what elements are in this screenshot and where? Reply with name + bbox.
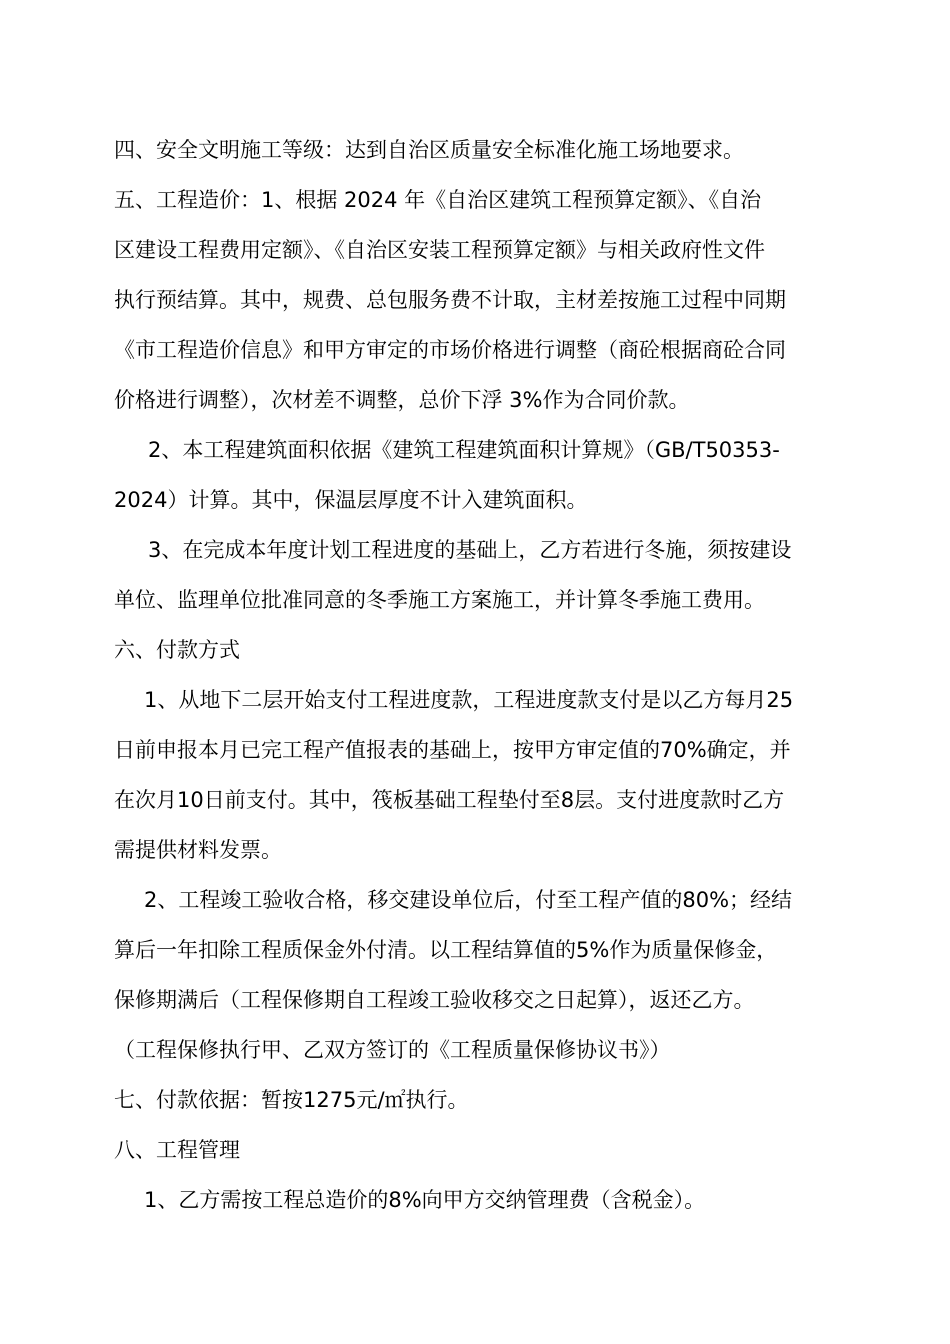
line-cost-3b: 单位、监理单位批准同意的冬季施工方案施工，并计算冬季施工费用。	[114, 588, 765, 612]
line-payment-2d: （工程保修执行甲、乙双方签订的《工程质量保修协议书》）	[114, 1038, 671, 1062]
line-payment-1c: 在次月10日前支付。其中，筏板基础工程垫付至8层。支付进度款时乙方	[114, 788, 785, 812]
line-payment-1d: 需提供材料发票。	[114, 838, 282, 862]
line-payment-2b: 算后一年扣除工程质保金外付清。以工程结算值的5%作为质量保修金，	[114, 938, 778, 962]
line-payment-2c: 保修期满后（工程保修期自工程竣工验收移交之日起算），返还乙方。	[114, 988, 755, 1012]
line-cost-1b: 区建设工程费用定额》、《自治区安装工程预算定额》与相关政府性文件	[114, 238, 765, 262]
line-payment-2a: 2、工程竣工验收合格，移交建设单位后，付至工程产值的80%；经结	[144, 888, 793, 912]
line-payment-basis: 七、付款依据：暂按1275元/㎡执行。	[114, 1088, 469, 1112]
line-payment-1b: 日前申报本月已完工程产值报表的基础上，按甲方审定值的70%确定，并	[114, 738, 791, 762]
line-payment-1a: 1、从地下二层开始支付工程进度款，工程进度款支付是以乙方每月25	[144, 688, 794, 712]
line-cost-1a: 五、工程造价：1、根据 2024 年《自治区建筑工程预算定额》、《自治	[114, 188, 762, 212]
line-cost-1d: 《市工程造价信息》和甲方审定的市场价格进行调整（商砼根据商砼合同	[114, 338, 786, 362]
heading-payment-method: 六、付款方式	[114, 638, 240, 662]
line-cost-3a: 3、在完成本年度计划工程进度的基础上，乙方若进行冬施，须按建设	[148, 538, 792, 562]
line-cost-1c: 执行预结算。其中，规费、总包服务费不计取，主材差按施工过程中同期	[114, 288, 786, 312]
line-safety-grade: 四、安全文明施工等级：达到自治区质量安全标准化施工场地要求。	[114, 138, 744, 162]
line-cost-2a: 2、本工程建筑面积依据《建筑工程建筑面积计算规》（GB/T50353-	[148, 438, 780, 462]
heading-project-management: 八、工程管理	[114, 1138, 240, 1162]
line-cost-1e: 价格进行调整），次材差不调整，总价下浮 3%作为合同价款。	[114, 388, 690, 412]
line-cost-2b: 2024）计算。其中，保温层厚度不计入建筑面积。	[114, 488, 588, 512]
line-management-1: 1、乙方需按工程总造价的8%向甲方交纳管理费（含税金）。	[144, 1188, 706, 1212]
